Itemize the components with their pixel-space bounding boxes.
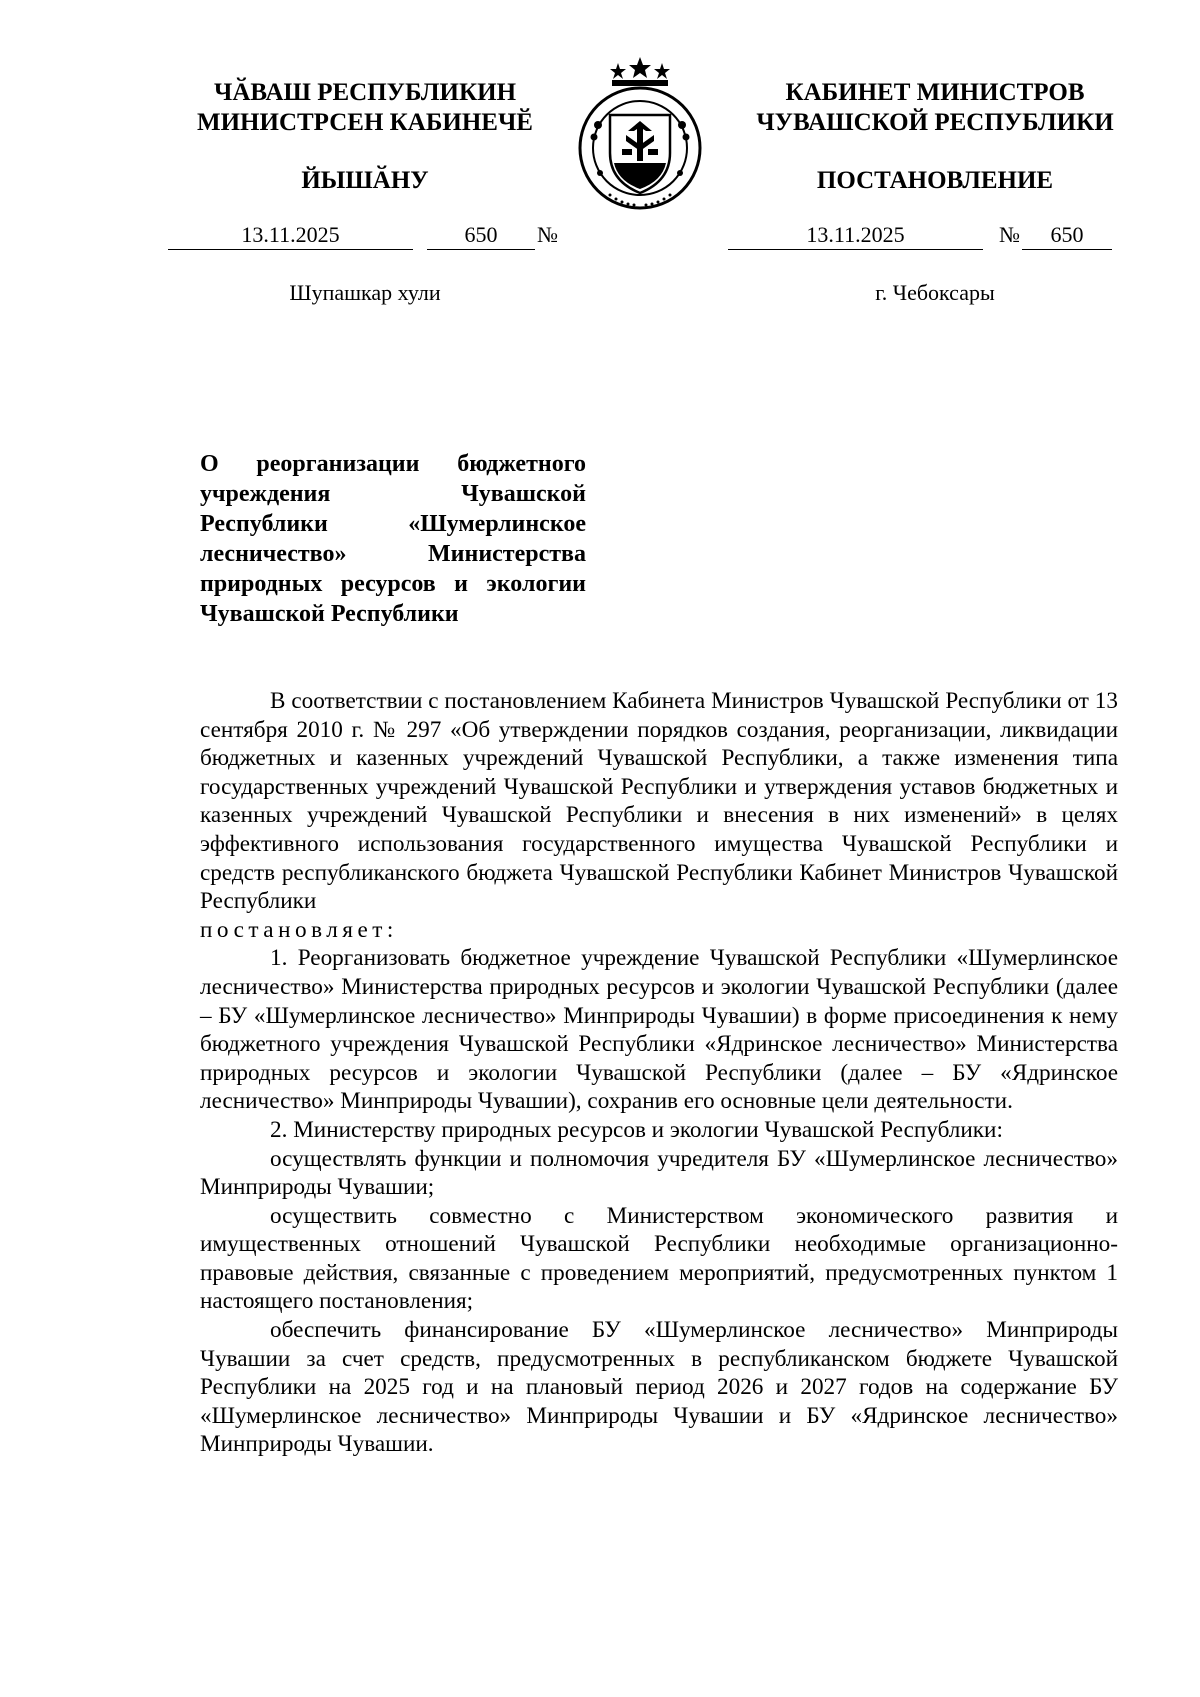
date-right: 13.11.2025 (728, 222, 983, 250)
number-sign-left: № (537, 222, 558, 247)
header-left-line1: ЧӐВАШ РЕСПУБЛИКИН (213, 79, 517, 106)
city-right: г. Чебоксары (875, 280, 995, 305)
item-1-paragraph: 1. Реорганизовать бюджетное учреждение Чувашской Республики «Шумерлинское лесничество» Министерства природных ресурсов и экологии Чувашской Республики (далее – БУ «Шумерлинское лесничество» Минприроды Чувашии) в форме присоединения к нему бюджетного учреждения Чувашской Республики «Ядринское лесничество» Министерства природных ресурсов и экологии Чувашской Республики (далее – БУ «Ядринское лесничество» Минприроды Чувашии), сохранив его основные цели деятельности. (200, 945, 1118, 1115)
number-sign-right: № (999, 222, 1020, 247)
header-left-doc-type: ЙЫШӐНУ (301, 167, 429, 194)
header-right-doc-type: ПОСТАНОВЛЕНИЕ (816, 167, 1054, 194)
chuvash-coat-of-arms-icon (570, 55, 710, 213)
date-number-right (728, 222, 1112, 250)
header-right-line2: ЧУВАШСКОЙ РЕСПУБЛИКИ (756, 109, 1114, 136)
city-left: Шупашкар хули (289, 280, 441, 305)
item-2b-paragraph: осуществить совместно с Министерством экономического развития и имущественных отношений Чувашской Республики необходимые организационно-правовые действия, связанные с проведением мероприятий, предусмотренных пунктом 1 настоящего постановления; (200, 1202, 1118, 1315)
header-right-line1: КАБИНЕТ МИНИСТРОВ (785, 79, 1085, 106)
header-right-russian (720, 78, 1150, 196)
number-left: 650 (427, 222, 535, 250)
resolves-paragraph: постановляет: (200, 916, 398, 943)
item-2a-paragraph: осуществлять функции и полномочия учредителя БУ «Шумерлинское лесничество» Минприроды Чувашии; (200, 1145, 1118, 1201)
number-right: 650 (1022, 222, 1112, 250)
preamble-paragraph: В соответствии с постановлением Кабинета Министров Чувашской Республики от 13 сентября 2010 г. № 297 «Об утверждении порядков создания, реорганизации, ликвидации бюджетных и казенных учреждений Чувашской Республики, а также изменения типа государственных учреждений Чувашской Республики и утверждения уставов бюджетных и казенных учреждений Чувашской Республики и внесения в них изменений» в целях эффективного использования государственного имущества Чувашской Республики и средств республиканского бюджета Чувашской Республики Кабинет Министров Чувашской Республики (200, 688, 1118, 915)
document-body (200, 687, 1118, 1459)
date-left: 13.11.2025 (168, 222, 413, 250)
header-left-chuvash (150, 78, 580, 196)
item-2c-paragraph: обеспечить финансирование БУ «Шумерлинское лесничество» Минприроды Чувашии за счет средств, предусмотренных в республиканском бюджете Чувашской Республики на 2025 год и на плановый период 2026 и 2027 годов на содержание БУ «Шумерлинское лесничество» Минприроды Чувашии и БУ «Ядринское лесничество» Минприроды Чувашии. (200, 1317, 1118, 1458)
document-title: О реорганизации бюджетного учреждения Чувашской Республики «Шумерлинское лесничество» Министерства природных ресурсов и экологии Чувашской Республики (200, 451, 586, 627)
date-number-left (168, 222, 560, 250)
header-left-line2: МИНИСТРСЕН КАБИНЕЧӖ (197, 109, 533, 136)
item-2-paragraph: 2. Министерству природных ресурсов и экологии Чувашской Республики: (270, 1116, 1003, 1143)
